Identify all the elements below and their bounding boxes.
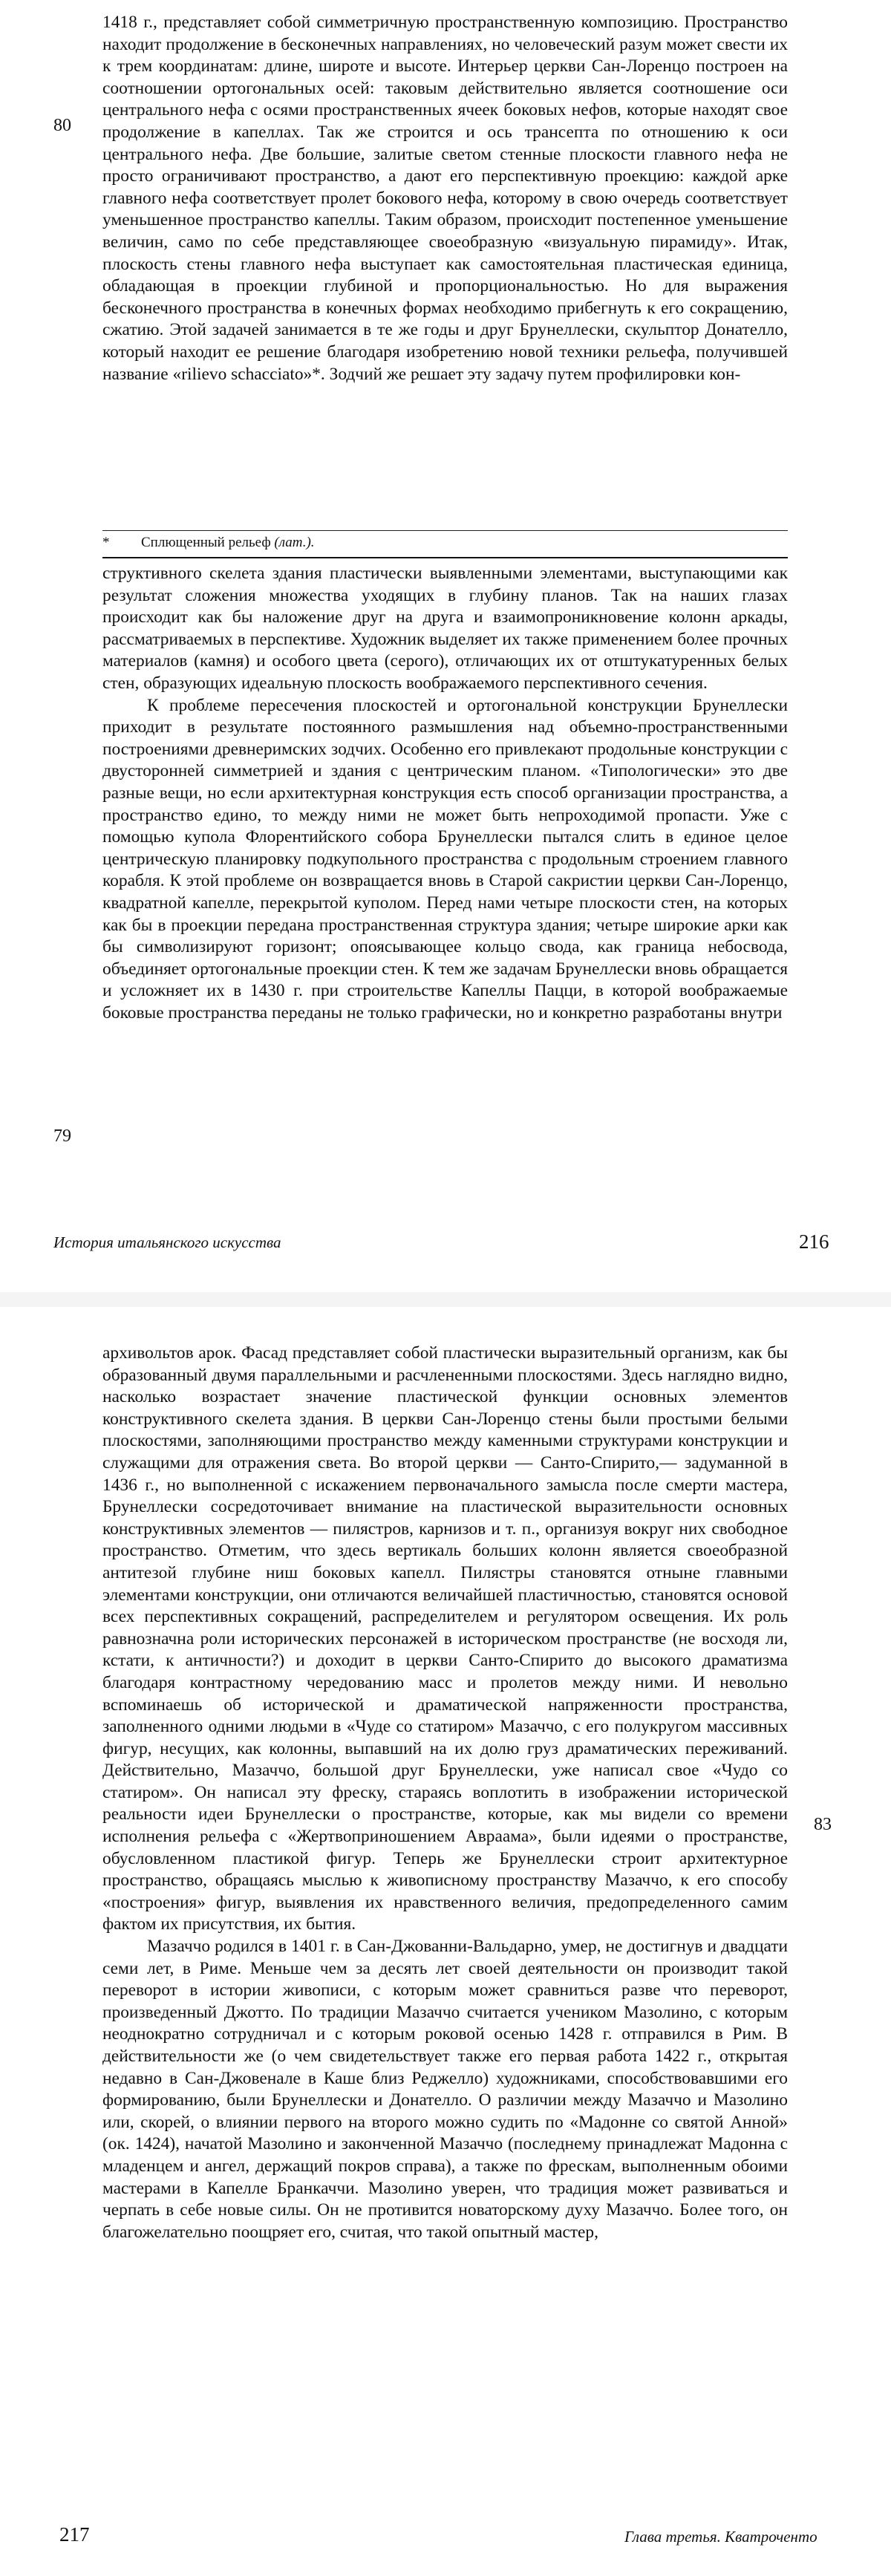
- paragraph: архивольтов арок. Фасад представляет собой пластически выразительный организм, как бы образованный двумя параллельными и расчлененными плоскостями. Здесь наглядно видно, насколько возрастает значение пластической функции основных элементов конструктивного скелета здания. В церкви Сан-Лоренцо стены были простыми белыми плоскостями, заполняющими пространство между каменными структурами конструкции и служащими для отражения света. Во второй церкви — Санто-Спирито,— задуманной в 1436 г., но выполненной с искажением первоначального замысла после смерти мастера, Брунеллески сосредоточивает внимание на пластической выразительности основных конструктивных элементов — пилястров, карнизов и т. п., организуя вокруг них свободное пространство. Отметим, что здесь вертикаль больших колонн является своеобразной антитезой глубине ниш боковых капелл. Пилястры становятся отныне главными элементами конструкции, они отличаются величайшей пластичностью, становятся основой всех перспективных сокращений, распределителем и регулятором освещения. Их роль равнозначна роли исторических персонажей в историческом пространстве (не восходя ли, кстати, к античности?) и доходит в церкви Санто-Спирито до высокого драматизма благодаря контрастному чередованию масс и пролетов между ними. И невольно вспоминаешь об исторической и драматической напряженности пространства, заполненного одними людьми в «Чуде со статиром» Мазаччо, с его полукругом массивных фигур, несущих, как колонны, выпавший на их долю груз драматических переживаний. Действительно, Мазаччо, большой друг Брунеллески, уже написал свое «Чудо со статиром». Он написал эту фреску, стараясь воплотить в изображении исторической реальности идеи Брунеллески о пространстве, которые, как мы видели со времени исполнения рельефа с «Жертвоприношением Авраама», были идеями о пространстве, обусловленном пластикой фигур. Теперь же Брунеллески строит архитектурное пространство, обращаясь мыслью к живописному пространству Мазаччо, к его способу «построения» фигур, выявления их нравственного величия, предопределенного самим фактом их присутствия, их бытия.: [102, 1343, 788, 1934]
- body-text-top: [102, 12, 788, 385]
- running-title: История итальянского искусства: [53, 1233, 281, 1251]
- margin-note-figure-ref: 80: [53, 116, 71, 135]
- paragraph: Мазаччо родился в 1401 г. в Сан-Джованни-Вальдарно, умер, не достигнув и двадцати семи лет, в Риме. Меньше чем за десять лет своей деятельности он производит такой переворот в истории живописи, с которым может сравниться разве что переворот, произведенный Джотто. По традиции Мазаччо считается учеником Мазолино, с которым неоднократно сотрудничал и с которым роковой осенью 1428 г. отправился в Рим. В действительности же (о чем свидетельствует также его первая работа 1422 г., открытая недавно в Сан-Джовенале в Каше близ Реджелло) художниками, способствовавшими его формированию, были Брунеллески и Донателло. О различии между Мазаччо и Мазолино или, скорей, о влиянии первого на второго можно судить по «Мадонне со святой Анной» (ок. 1424), начатой Мазолино и законченной Мазаччо (последнему принадлежат Мадонна с младенцем и ангел, держащий покров справа), а также по фрескам, выполненным обоими мастерами в Капелле Бранкаччи. Мазолино уверен, что традиция может развиваться и черпать в себе новые силы. Он не противится новаторскому духу Мазаччо. Более того, он благожелательно поощряет его, считая, что такой опытный мастер,: [102, 1937, 788, 2242]
- paragraph: структивного скелета здания пластически выявленными элементами, выступающими как результат сложения множества уходящих в глубину планов. Так на наших глазах происходит как бы наложение друг на друга и взаимопроникновение колонн аркады, рассматриваемых в перспективе. Художник выделяет их также применением более прочных материалов (камня) и особого цвета (серого), отличающих их от отштукатуренных белых стен, образующих идеальную плоскость воображаемого перспективного сечения.: [102, 564, 788, 693]
- running-title: Глава третья. Кватроченто: [624, 2528, 817, 2546]
- margin-note-figure-ref: 79: [53, 1126, 71, 1146]
- page-number: 217: [59, 2523, 90, 2546]
- footnote-language: (лат.).: [274, 535, 315, 550]
- paragraph: 1418 г., представляет собой симметричную пространственную композицию. Пространство находит продолжение в бесконечных направлениях, но человеческий разум может свести их к трем координатам: длине, широте и высоте. Интерьер церкви Сан-Лоренцо построен на соотношении ортогональных осей: таковым действительно является соотношение оси центрального нефа с осями пространственных ячеек боковых нефов, которые находят свое продолжение в капеллах. Так же строится и ось трансепта по отношению к оси центрального нефа. Две большие, залитые светом стенные плоскости главного нефа не просто ограничивают пространство, а дают его перспективную проекцию: каждой арке главного нефа соответствует пролет бокового нефа, которому в свою очередь соответствует уменьшенное пространство капеллы. Таким образом, происходит постепенное уменьшение величин, само по себе представляющее своеобразную «визуальную пирамиду». Итак, плоскость стены главного нефа выступает как самостоятельная пластическая единица, обладающая в проекции глубиной и пропорциональностью. Но для выражения бесконечного пространства в конечных формах необходимо прибегнуть к его сокращению, сжатию. Этой задачей занимается в те же годы и друг Брунеллески, скульптор Донателло, который находит ее решение благодаря изобретению новой техники рельефа, получившей название «rilievo schacciato»*. Зодчий же решает эту задачу путем профилировки кон-: [102, 13, 788, 384]
- page-217: [0, 1307, 891, 2576]
- page-number: 216: [799, 1230, 829, 1253]
- margin-note-figure-ref: 83: [814, 1815, 832, 1834]
- section-rule: [102, 557, 788, 558]
- footnote-rule: [102, 530, 788, 531]
- body-text-bottom: [102, 563, 788, 1024]
- body-text: [102, 1343, 788, 2243]
- footnote: [102, 534, 788, 552]
- footnote-text: Сплющенный рельеф: [141, 535, 271, 550]
- paragraph: К проблеме пересечения плоскостей и ортогональной конструкции Брунеллески приходит в результате постоянного размышления над объемно-пространственными построениями древнеримских зодчих. Особенно его привлекают продольные конструкции с двусторонней симметрией и здания с центрическим планом. «Типологически» это две разные вещи, но если архитектурная конструкция есть способ организации пространства, а пространство едино, то между ними не может быть непроходимой пропасти. Уже с помощью купола Флорентийского собора Брунеллески пытался слить в единое целое центрическую планировку подкупольного пространства с продольным строением главного корабля. К этой проблеме он возвращается вновь в Старой сакристии церкви Сан-Лоренцо, квадратной капелле, перекрытой куполом. Перед нами четыре плоскости стен, на которых как бы в проекции передана пространственная структура здания; четыре широкие арки как бы символизируют горизонт; опоясывающее кольцо свода, как граница небосвода, объединяет ортогональные проекции стен. К тем же задачам Брунеллески вновь обращается и усложняет их в 1430 г. при строительстве Капеллы Пацци, в которой воображаемые боковые пространства переданы не только графически, но и конкретно разработаны внутри: [102, 695, 788, 1023]
- footnote-mark: *: [102, 535, 110, 550]
